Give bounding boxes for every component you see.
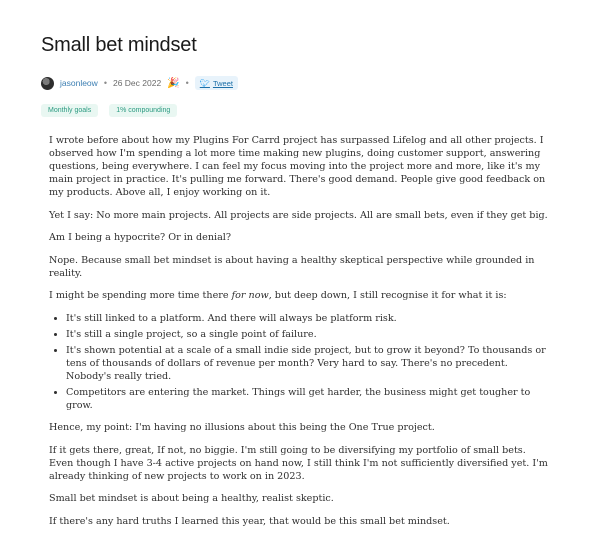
list-item: • It's shown potential at a scale of a small indie side project, but to grow it beyond? To thousands or tens of thousands of dollars of revenue per month? Very hard to say. There's no precedent. Nobody's really tried.: [66, 344, 549, 383]
tag-monthly-goals[interactable]: Monthly goals: [41, 104, 98, 117]
paragraph-text: , but deep down, I still recognise it for what it is:: [268, 290, 507, 301]
tweet-button[interactable]: [195, 76, 238, 90]
paragraph: Nope. Because small bet mindset is about having a healthy skeptical perspective while grounded in reality.: [49, 254, 535, 279]
article-body: [49, 134, 549, 537]
paragraph: Hence, my point: I'm having no illusions about this being the One True project.: [49, 422, 435, 433]
tag-compounding[interactable]: 1% compounding: [109, 104, 177, 117]
tweet-label: Tweet: [212, 78, 233, 88]
list-item: • It's still a single project, so a single point of failure.: [66, 328, 549, 341]
paragraph: If it gets there, great, If not, no biggie. I'm still going to be diversifying my portfolio of small bets. Even though I have 3-4 active projects on hand now, I still think I'm not sufficiently diversified yet. I'm already thinking of new projects to work on in 2023.: [49, 444, 548, 482]
bullet-list: [49, 312, 549, 412]
tag-list: [41, 104, 177, 117]
list-item: • It's still linked to a platform. And there will always be platform risk.: [66, 312, 549, 325]
paragraph: I wrote before about how my Plugins For Carrd project has surpassed Lifelog and all other projects. I observed how I'm spending a lot more time making new plugins, doing customer support, answering questions, being everywhere. I can feel my focus moving into the project more and more, like it's my main project in practice. It's pulling me forward. There's good demand. People give good feedback on my products. Above all, I enjoy working on it.: [49, 135, 546, 198]
paragraph: [49, 289, 549, 302]
author-link[interactable]: jasonleow: [60, 78, 98, 88]
emphasis-text: for now: [231, 290, 269, 301]
avatar[interactable]: [41, 77, 54, 90]
meta-separator: •: [103, 78, 107, 88]
paragraph: Small bet mindset is about being a healthy, realist skeptic.: [49, 493, 334, 504]
list-item: • Competitors are entering the market. Things will get harder, the business might get tougher to grow.: [66, 386, 549, 412]
paragraph: Am I being a hypocrite? Or in denial?: [49, 232, 232, 243]
post-meta: [41, 75, 238, 91]
twitter-bird-icon: 🐦︎: [199, 78, 210, 88]
meta-separator: •: [185, 78, 189, 88]
page-title: Small bet mindset: [41, 34, 197, 56]
paragraph: Yet I say: No more main projects. All projects are side projects. All are small bets, even if they get big.: [49, 209, 548, 221]
paragraph: If there's any hard truths I learned this year, that would be this small bet mindset.: [49, 515, 450, 527]
post-date: 26 Dec 2022: [112, 78, 162, 88]
paragraph-text: I might be spending more time there: [49, 290, 232, 301]
party-emoji-icon: 🎉: [167, 77, 180, 89]
